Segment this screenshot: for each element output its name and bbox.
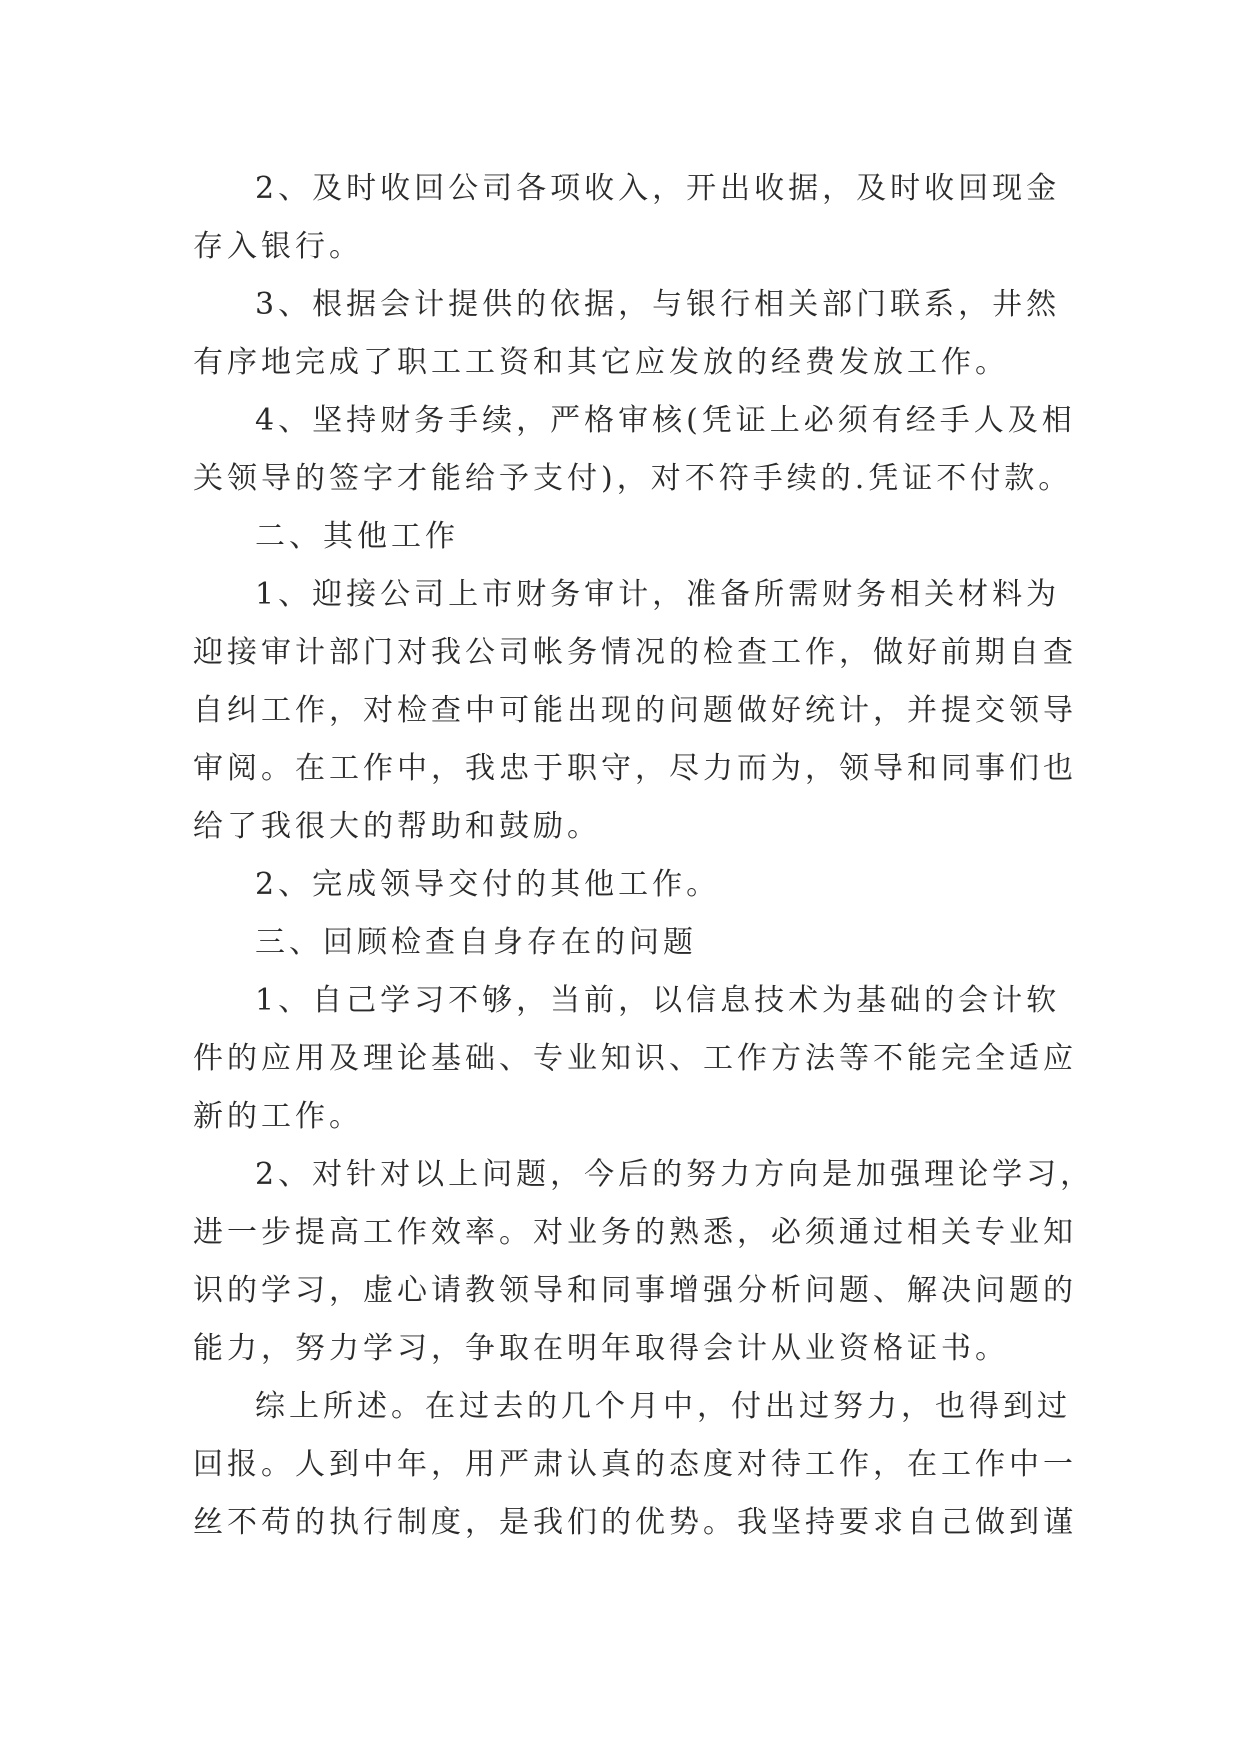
paragraph (193, 566, 1077, 856)
text-line: 三、回顾检查自身存在的问题 (255, 925, 697, 960)
text-line: 2、完成领导交付的其他工作。 (255, 867, 721, 902)
paragraph (193, 508, 1053, 566)
text-line: 件的应用及理论基础、专业知识、工作方法等不能完全适应 (193, 1041, 1077, 1076)
text-line: 2、及时收回公司各项收入，开出收据，及时收回现金 (255, 171, 1061, 206)
text-line: 综上所述。在过去的几个月中，付出过努力，也得到过 (255, 1389, 1071, 1424)
text-line: 新的工作。 (193, 1099, 363, 1134)
text-line: 3、根据会计提供的依据，与银行相关部门联系，井然 (255, 287, 1061, 322)
text-line: 丝不苟的执行制度，是我们的优势。我坚持要求自己做到谨 (193, 1505, 1077, 1540)
text-line: 识的学习，虚心请教领导和同事增强分析问题、解决问题的 (193, 1273, 1077, 1308)
text-line: 能力，努力学习，争取在明年取得会计从业资格证书。 (193, 1331, 1009, 1366)
text-line: 1、迎接公司上市财务审计，准备所需财务相关材料为 (255, 577, 1061, 612)
document-body (193, 160, 1095, 1552)
text-line: 审阅。在工作中，我忠于职守，尽力而为，领导和同事们也 (193, 751, 1077, 786)
paragraph (193, 392, 1076, 508)
text-line: 二、其他工作 (255, 519, 459, 554)
text-line: 2、对针对以上问题，今后的努力方向是加强理论学习， (255, 1157, 1095, 1192)
paragraph (193, 160, 1061, 276)
paragraph (193, 914, 1053, 972)
text-line: 关领导的签字才能给予支付)，对不符手续的.凭证不付款。 (193, 461, 1073, 496)
paragraph (193, 1378, 1077, 1552)
text-line: 4、坚持财务手续，严格审核(凭证上必须有经手人及相 (255, 403, 1076, 438)
paragraph (193, 276, 1061, 392)
text-line: 回报。人到中年，用严肃认真的态度对待工作，在工作中一 (193, 1447, 1077, 1482)
paragraph (193, 972, 1077, 1146)
paragraph (193, 1146, 1095, 1378)
text-line: 自纠工作，对检查中可能出现的问题做好统计，并提交领导 (193, 693, 1077, 728)
text-line: 有序地完成了职工工资和其它应发放的经费发放工作。 (193, 345, 1009, 380)
text-line: 给了我很大的帮助和鼓励。 (193, 809, 601, 844)
text-line: 存入银行。 (193, 229, 363, 264)
paragraph (193, 856, 1053, 914)
text-line: 1、自己学习不够，当前，以信息技术为基础的会计软 (255, 983, 1061, 1018)
text-line: 迎接审计部门对我公司帐务情况的检查工作，做好前期自查 (193, 635, 1077, 670)
text-line: 进一步提高工作效率。对业务的熟悉，必须通过相关专业知 (193, 1215, 1077, 1250)
